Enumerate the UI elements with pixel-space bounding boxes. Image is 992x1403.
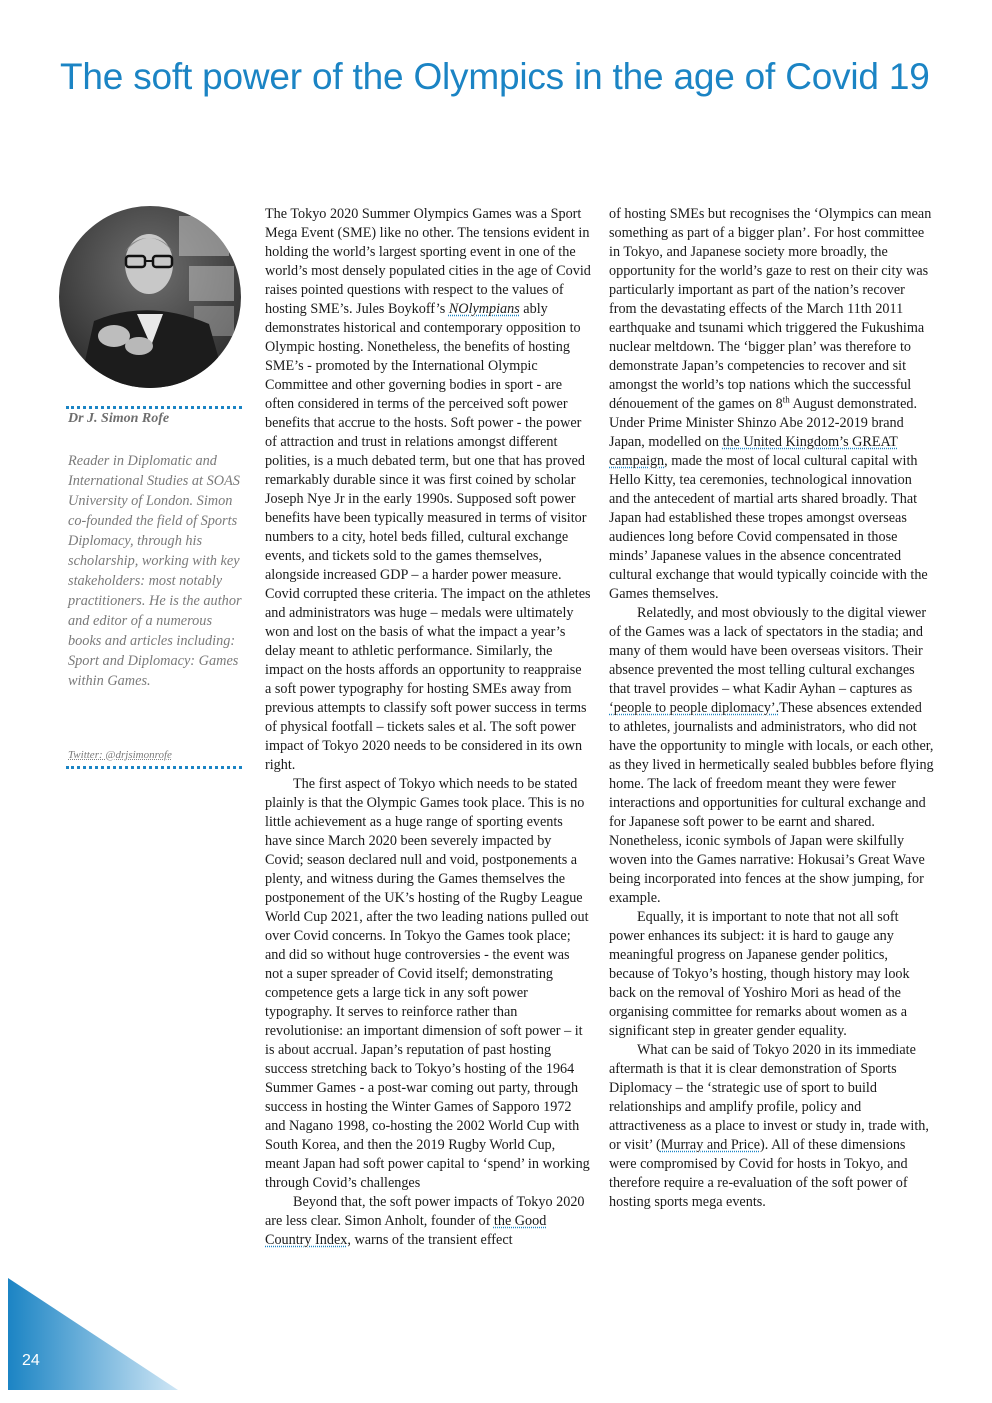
- paragraph: What can be said of Tokyo 2020 in its immediate aftermath is that it is clear demonstration of Sports Diplomacy – the ‘strategic use of sport to build relationships and amplify profile, policy and attractiveness as a place to invest or study in, trade with, or visit’ (Murray and Price). All of these dimensions were compromised by Covid for hosts in Tokyo, and therefore require a re-evaluation of the soft power of hosting sports mega events.: [609, 1042, 929, 1210]
- author-photo: [59, 206, 241, 388]
- paragraph: Relatedly, and most obviously to the digital viewer of the Games was a lack of spectators in the stadia; and many of them would have been overseas visitors. Their absence prevented the most telling cultural exchanges that travel provides – what Kadir Ayhan – captures as ‘people to people diplomacy’.These absences extended to athletes, journalists and administrators, who did not have the opportunity to mingle with locals, or each other, as they lived in hermetically sealed bubbles before flying home. The lack of freedom meant they were fewer interactions and opportunities for cultural exchange and for Japanese soft power to be earnt and shared. Nonetheless, iconic symbols of Japan were skilfully woven into the Games narrative: Hokusai’s Great Wave being incorporated into fences at the show jumping, for example.: [609, 605, 934, 906]
- paragraph: The first aspect of Tokyo which needs to be stated plainly is that the Olympic Games took place. This is no little achievement as a huge range of sporting events have since March 2020 been severely impacted by Covid; season declared null and void, postponements a plenty, and witness during the Games themselves the postponement of the UK’s hosting of the Rugby League World Cup 2021, after the two leading nations pulled out over Covid concerns. In Tokyo the Games took place; and did so without huge controversies - the event was not a super spreader of Covid itself; demonstrating competence gets a large tick in any soft power typography. It serves to reinforce rather than revolutionise: an important dimension of soft power – it is about accrual. Japan’s reputation of past hosting success stretching back to Tokyo’s hosting of the 1964 Summer Games - a post-war coming out party, through success in hosting the Winter Games of Sapporo 1972 and Nagano 1998, co-hosting the 2002 World Cup with South Korea, and then the 2019 Rugby World Cup, meant Japan had soft power capital to ‘spend’ in working through Covid’s challenges: [265, 776, 590, 1191]
- great-campaign-link[interactable]: the United Kingdom’s GREAT campaign: [609, 434, 898, 469]
- nolympians-link[interactable]: NOlympians: [448, 301, 520, 317]
- page-number: 24: [22, 1352, 40, 1369]
- article-column-1: [265, 205, 591, 1250]
- page-title: The soft power of the Olympics in the age of Covid 19: [60, 56, 930, 97]
- paragraph: The Tokyo 2020 Summer Olympics Games was a Sport Mega Event (SME) like no other. The tensions evident in holding the world’s largest sporting event in one of the world’s most densely populated cities in the age of Covid raises pointed questions with respect to the values of hosting SME’s. Jules Boykoff’s NOlympians ably demonstrates historical and contemporary opposition to Olympic hosting. Nonetheless, the benefits of hosting SME’s - promoted by the International Olympic Committee and other governing bodies in sport - are often considered in terms of the perceived soft power benefits that accrue to the hosts. Soft power - the power of attraction and trust in relations amongst different polities, is a much debated term, but one that has proved remarkably durable since it was first coined by scholar Joseph Nye Jr in the early 1990s. Supposed soft power benefits have been typically measured in terms of visitor numbers to a city, hotel beds filled, cultural exchange events, and tickets sold to the games themselves, alongside increased GDP – a harder power measure. Covid corrupted these criteria. The impact on the athletes and administrators was huge – medals were ultimately won and lost on the basis of what the impact a year’s delay meant to athletic performance. Similarly, the impact on the hosts affords an opportunity to reappraise a soft power typography for hosting SMEs away from previous attempts to classify soft power success in terms of physical footfall – tickets sales et al. The soft power impact of Tokyo 2020 needs to be considered in its own right.: [265, 206, 591, 773]
- good-country-index-link[interactable]: the Good Country Index: [265, 1213, 547, 1248]
- divider: [66, 766, 242, 769]
- author-bio: Reader in Diplomatic and International Studies at SOAS University of London. Simon co-founded the field of Sports Diplomacy, through his scholarship, working with key stakeholders: most notably practitioners. He is the author and editor of a numerous books and articles including: Sport and Diplomacy: Games within Games.: [68, 453, 242, 689]
- paragraph: Beyond that, the soft power impacts of Tokyo 2020 are less clear. Simon Anholt, founder of the Good Country Index, warns of the transient effect: [265, 1194, 585, 1248]
- twitter-link[interactable]: Twitter: @drjsimonrofe: [68, 749, 172, 761]
- corner-decoration: [8, 1278, 178, 1390]
- people-to-people-link[interactable]: ‘people to people diplomacy’.: [609, 700, 780, 716]
- author-name: Dr J. Simon Rofe: [68, 411, 170, 426]
- article-column-2: [609, 205, 935, 1212]
- paragraph: of hosting SMEs but recognises the ‘Olympics can mean something as part of a bigger plan’. For host committee in Tokyo, and Japanese society more broadly, the opportunity for the world’s gaze to rest on their city was particularly important as part of the nation’s recover from the devastating effects of the March 11th 2011 earthquake and tsunami which triggered the Fukushima nuclear meltdown. The ‘bigger plan’ was therefore to demonstrate Japan’s competencies to recover and sit amongst the world’s top nations which the successful dénouement of the games on 8th August demonstrated. Under Prime Minister Shinzo Abe 2012-2019 brand Japan, modelled on the United Kingdom’s GREAT campaign, made the most of local cultural capital with Hello Kitty, tea ceremonies, technological innovation and the antecedent of martial arts shared broadly. That Japan had established these tropes amongst overseas audiences long before Covid compensated in those minds’ Japanese values in the absence concentrated cultural exchange that would typically coincide with the Games themselves.: [609, 206, 932, 602]
- divider: [66, 406, 242, 409]
- paragraph: Equally, it is important to note that not all soft power enhances its subject: it is hard to gauge any meaningful progress on Japanese gender politics, because of Tokyo’s hosting, though history may look back on the removal of Yoshiro Mori as head of the organising committee for remarks about women as a significant step in greater gender equality.: [609, 909, 910, 1039]
- murray-price-link[interactable]: Murray and Price: [660, 1137, 761, 1153]
